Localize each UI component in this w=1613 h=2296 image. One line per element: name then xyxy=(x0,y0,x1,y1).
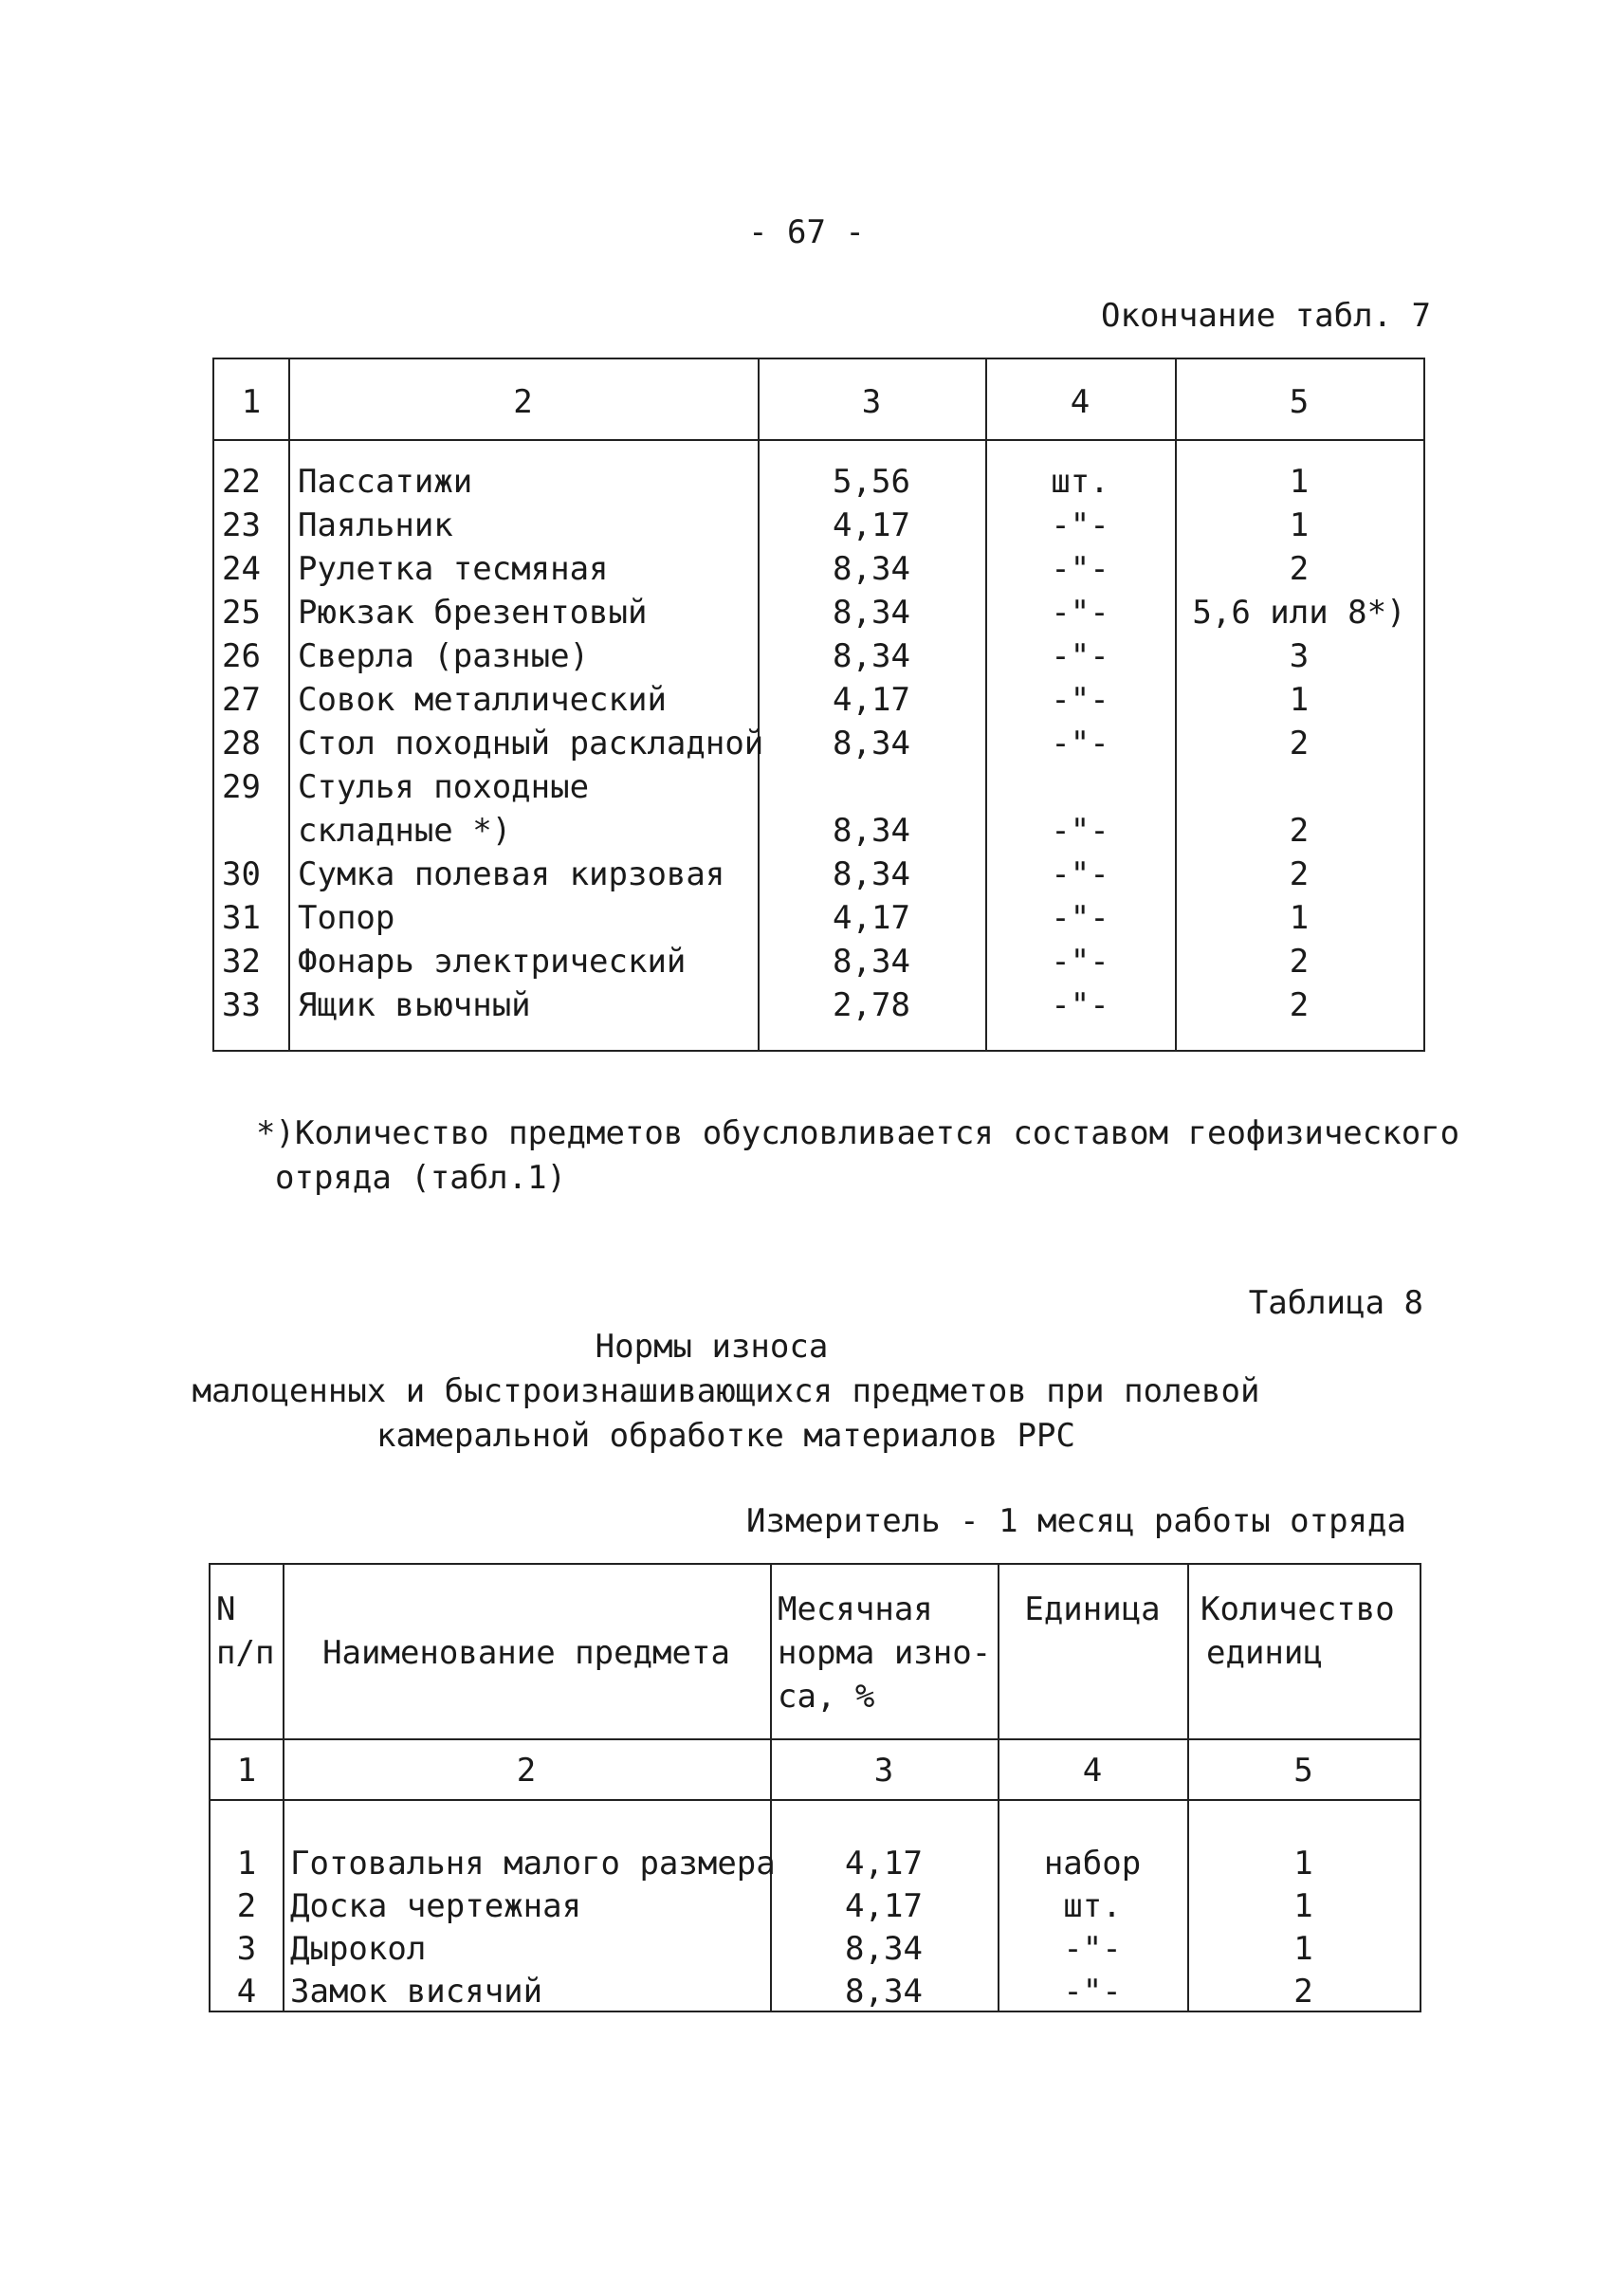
footnote-line2: отряда (табл.1) xyxy=(275,1159,567,1197)
table8-row-norm: 4,17 xyxy=(845,1887,923,1925)
table7-row-unit: -"- xyxy=(1051,855,1109,893)
table7-caption: Окончание табл. 7 xyxy=(1101,297,1431,335)
table7-row-number: 27 xyxy=(222,681,261,719)
table7-row-norm: 4,17 xyxy=(833,681,910,719)
table8-row-norm: 8,34 xyxy=(845,1973,923,2011)
table8-head-norm-l1: Месячная xyxy=(778,1590,933,1628)
page-number: - 67 - xyxy=(748,213,865,251)
table8-row-qty: 1 xyxy=(1293,1887,1313,1925)
table8-row-qty: 1 xyxy=(1293,1930,1313,1968)
table8 xyxy=(209,1563,1421,2012)
table7-row-qty: 1 xyxy=(1289,506,1310,544)
table8-row-qty: 2 xyxy=(1293,1973,1313,2011)
table7-row-qty: 5,6 или 8*) xyxy=(1192,594,1406,632)
table7-row-name: складные *) xyxy=(298,812,512,850)
table7-row-unit: -"- xyxy=(1051,550,1109,588)
table7-row-norm: 8,34 xyxy=(833,637,910,675)
footnote-line1: *)Количество предметов обусловливается составом геофизического xyxy=(256,1114,1460,1152)
table8-row-unit: набор xyxy=(1043,1845,1142,1883)
table8-head-n: N xyxy=(216,1590,236,1628)
table7-row-qty: 1 xyxy=(1289,899,1310,937)
table7-row-name: Топор xyxy=(298,899,395,937)
table8-measure: Измеритель - 1 месяц работы отряда xyxy=(746,1502,1406,1540)
table7-row-name: Совок металлический xyxy=(298,681,667,719)
table7-row-unit: -"- xyxy=(1051,594,1109,632)
table8-row-norm: 8,34 xyxy=(845,1930,923,1968)
table8-title-line2: малоценных и быстроизнашивающихся предметов при полевой xyxy=(192,1372,1260,1410)
table7-header-divider xyxy=(214,439,1423,441)
table7-row-number: 23 xyxy=(222,506,261,544)
table7-col-divider xyxy=(288,359,290,1050)
table8-colnum-cell: 4 xyxy=(1082,1752,1103,1790)
table7-row-number: 22 xyxy=(222,463,261,501)
table8-row-number: 1 xyxy=(236,1845,257,1883)
table7-row-norm: 8,34 xyxy=(833,550,910,588)
table7-row-number: 28 xyxy=(222,725,261,762)
table7-row-qty: 2 xyxy=(1289,986,1310,1024)
table8-title-line1: Нормы износа xyxy=(595,1328,829,1366)
table7-header-cell: 5 xyxy=(1289,383,1310,421)
table8-row-number: 2 xyxy=(236,1887,257,1925)
table8-head-name: Наименование предмета xyxy=(322,1634,730,1672)
table8-row-name: Дырокол xyxy=(290,1930,427,1968)
table7-row-name: Пассатижи xyxy=(298,463,473,501)
table7-row-name: Ящик вьючный xyxy=(298,986,531,1024)
table7-header-cell: 3 xyxy=(861,383,882,421)
table8-row-name: Замок висячий xyxy=(290,1973,543,2011)
table7-row-number: 24 xyxy=(222,550,261,588)
table7-row-name: Сумка полевая кирзовая xyxy=(298,855,725,893)
table7-row-unit: -"- xyxy=(1051,986,1109,1024)
table8-colnum-cell: 3 xyxy=(873,1752,894,1790)
table7-row-name: Стулья походные xyxy=(298,768,590,806)
table8-head-norm-l2: норма изно- xyxy=(778,1634,992,1672)
table8-row-unit: -"- xyxy=(1063,1973,1122,2011)
table8-title-line3: камеральной обработке материалов РРС xyxy=(376,1417,1075,1455)
table8-colnum-divider xyxy=(211,1799,1420,1801)
table7-row-number: 30 xyxy=(222,855,261,893)
table7-row-name: Рюкзак брезентовый xyxy=(298,594,648,632)
table8-row-number: 4 xyxy=(236,1973,257,2011)
table8-row-number: 3 xyxy=(236,1930,257,1968)
table8-head-qty-l1: Количество xyxy=(1201,1590,1395,1628)
table8-colnum-cell: 2 xyxy=(516,1752,537,1790)
table7-row-number: 32 xyxy=(222,943,261,981)
table7-row-qty: 2 xyxy=(1289,943,1310,981)
table7-row-number: 29 xyxy=(222,768,261,806)
table8-col-divider xyxy=(283,1565,284,2011)
table8-colnum-cell: 1 xyxy=(236,1752,257,1790)
table7-header-cell: 4 xyxy=(1070,383,1091,421)
table7-row-norm: 8,34 xyxy=(833,855,910,893)
table7-row-unit: -"- xyxy=(1051,637,1109,675)
table7-row-qty: 2 xyxy=(1289,550,1310,588)
table8-row-unit: шт. xyxy=(1063,1887,1122,1925)
table8-row-norm: 4,17 xyxy=(845,1845,923,1883)
table8-row-unit: -"- xyxy=(1063,1930,1122,1968)
table7-row-norm: 4,17 xyxy=(833,899,910,937)
table7-row-norm: 8,34 xyxy=(833,594,910,632)
table7-row-qty: 2 xyxy=(1289,812,1310,850)
table7-row-name: Фонарь электрический xyxy=(298,943,687,981)
table7-row-number: 25 xyxy=(222,594,261,632)
table7-row-unit: -"- xyxy=(1051,506,1109,544)
table7-row-qty: 3 xyxy=(1289,637,1310,675)
table8-label: Таблица 8 xyxy=(1248,1284,1423,1322)
table7-row-qty: 1 xyxy=(1289,681,1310,719)
table8-colnum-cell: 5 xyxy=(1293,1752,1313,1790)
table7-row-norm: 8,34 xyxy=(833,725,910,762)
table7-row-norm: 8,34 xyxy=(833,943,910,981)
table7-row-norm: 5,56 xyxy=(833,463,910,501)
table7-row-qty: 1 xyxy=(1289,463,1310,501)
table8-row-name: Доска чертежная xyxy=(290,1887,582,1925)
table7-row-number: 33 xyxy=(222,986,261,1024)
table8-row-qty: 1 xyxy=(1293,1845,1313,1883)
table8-head-norm-l3: са, % xyxy=(778,1678,875,1716)
table7-row-unit: -"- xyxy=(1051,681,1109,719)
table7-row-unit: -"- xyxy=(1051,725,1109,762)
table8-header-divider xyxy=(211,1738,1420,1740)
table7-row-qty: 2 xyxy=(1289,725,1310,762)
table7-row-number: 31 xyxy=(222,899,261,937)
table7 xyxy=(212,358,1425,1052)
table7-row-unit: -"- xyxy=(1051,943,1109,981)
table7-row-norm: 8,34 xyxy=(833,812,910,850)
table7-header-cell: 1 xyxy=(241,383,262,421)
table7-row-name: Стол походный раскладной xyxy=(298,725,764,762)
table8-head-pp: п/п xyxy=(216,1634,275,1672)
table7-row-unit: -"- xyxy=(1051,899,1109,937)
table7-row-number: 26 xyxy=(222,637,261,675)
table7-row-name: Паяльник xyxy=(298,506,453,544)
table7-row-qty: 2 xyxy=(1289,855,1310,893)
table8-head-qty-l2: единиц xyxy=(1206,1634,1323,1672)
table7-row-unit: шт. xyxy=(1051,463,1109,501)
table7-header-cell: 2 xyxy=(513,383,533,421)
table8-head-unit: Единица xyxy=(1024,1590,1161,1628)
table7-row-name: Рулетка тесмяная xyxy=(298,550,609,588)
table7-row-norm: 4,17 xyxy=(833,506,910,544)
table7-row-norm: 2,78 xyxy=(833,986,910,1024)
table8-row-name: Готовальня малого размера xyxy=(290,1845,776,1883)
table7-row-name: Сверла (разные) xyxy=(298,637,590,675)
table7-row-unit: -"- xyxy=(1051,812,1109,850)
